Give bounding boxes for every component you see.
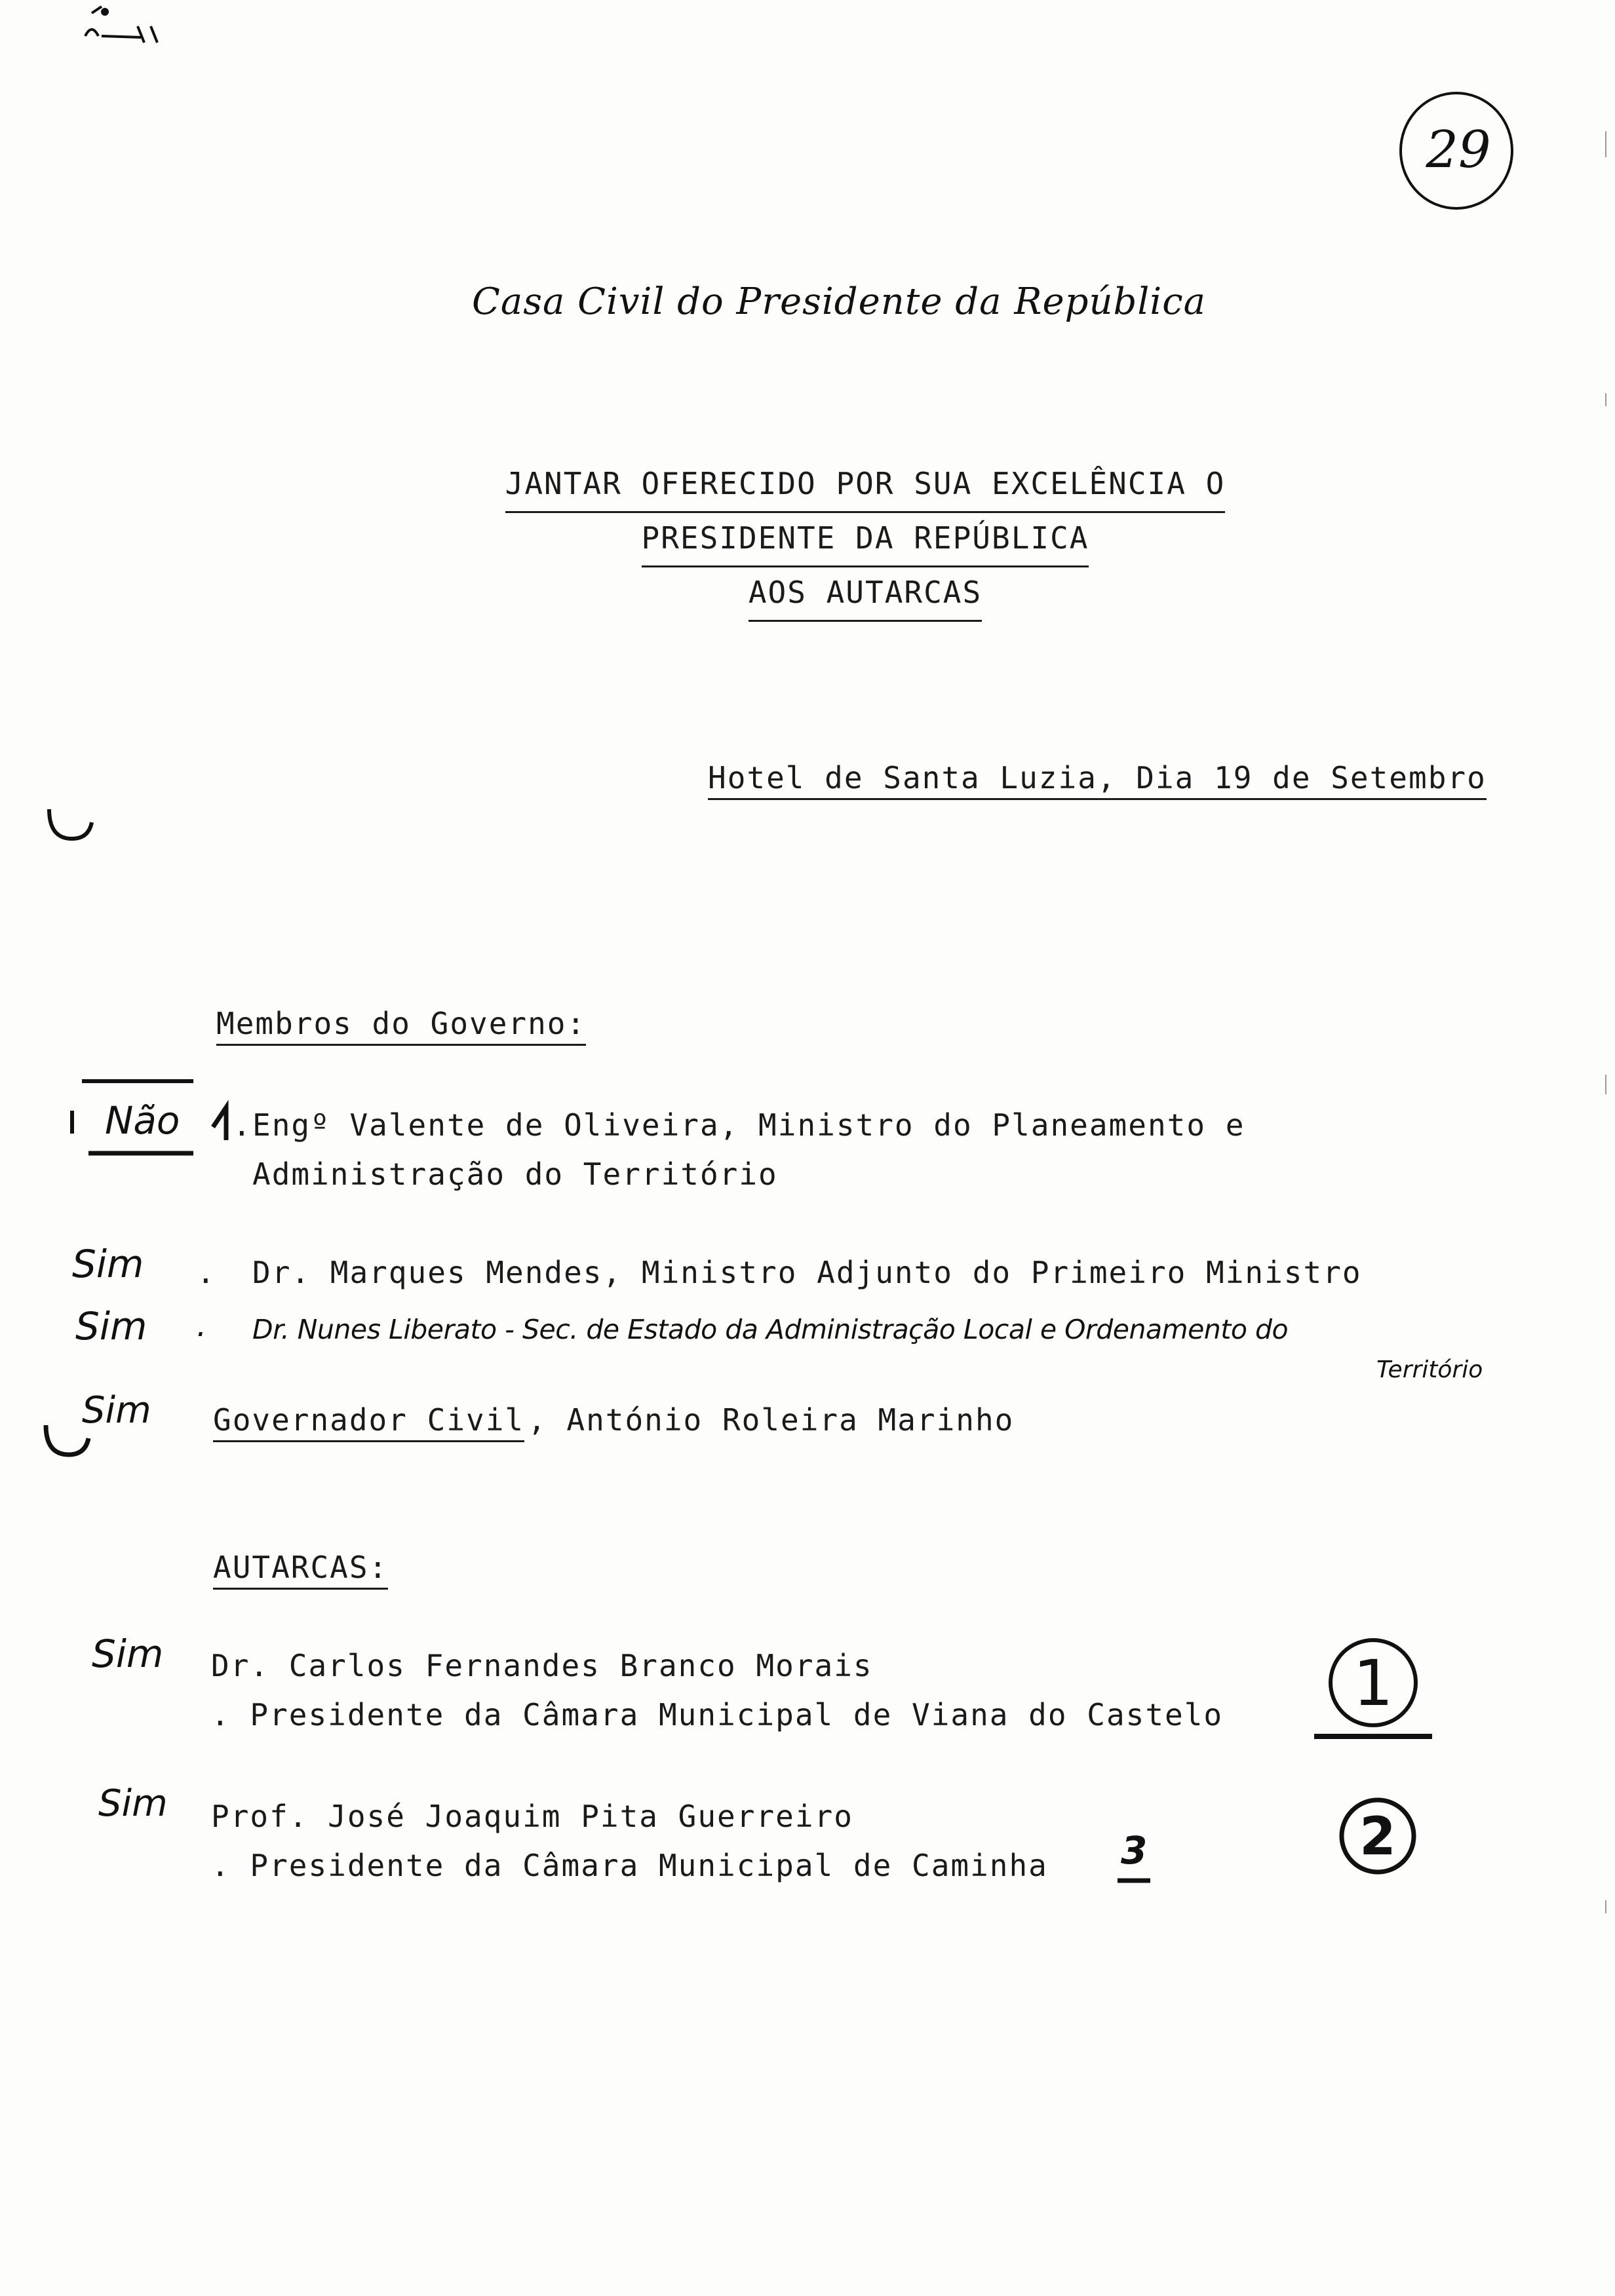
autarca-2-name: Prof. José Joaquim Pita Guerreiro xyxy=(211,1799,853,1834)
autarca-2-role: . Presidente da Câmara Municipal de Caminha xyxy=(211,1848,1048,1883)
page-number-circle xyxy=(1393,85,1521,216)
governo-heading: Membros do Governo: xyxy=(216,1006,586,1046)
governo-entry-1-line2: Administração do Território xyxy=(252,1157,778,1192)
governo-entry-4-rest: , António Roleira Marinho xyxy=(528,1402,1015,1438)
governo-entry-3-mark: Sim xyxy=(75,1304,147,1349)
governo-entry-1-prefix: . xyxy=(233,1107,252,1143)
autarca-2-number: 2 xyxy=(1359,1806,1396,1867)
autarca-1-role: . Presidente da Câmara Municipal de Viana do Castelo xyxy=(211,1697,1224,1732)
governo-entry-3-line2: Território xyxy=(1376,1356,1483,1383)
punch-mark-top xyxy=(39,799,98,852)
governo-entry-2-prefix: . xyxy=(197,1255,216,1290)
autarca-2-number-circle xyxy=(1331,1789,1429,1887)
governo-entry-1-line1: Engº Valente de Oliveira, Ministro do Planeamento e xyxy=(252,1107,1245,1143)
title-line-2: PRESIDENTE DA REPÚBLICA xyxy=(642,513,1089,567)
autarca-1-name: Dr. Carlos Fernandes Branco Morais xyxy=(211,1648,873,1683)
mark-nao: Não xyxy=(105,1098,180,1143)
governo-entry-4-label: Governador Civil xyxy=(213,1402,524,1442)
title-line-1: JANTAR OFERECIDO POR SUA EXCELÊNCIA O xyxy=(505,459,1226,513)
venue-date: Hotel de Santa Luzia, Dia 19 de Setembro xyxy=(708,760,1487,800)
handwritten-nao-mark xyxy=(62,1075,259,1166)
title-block xyxy=(406,459,1324,622)
autarca-2-mark: Sim xyxy=(98,1782,168,1825)
letterhead: Casa Civil do Presidente da República xyxy=(472,280,1206,323)
governo-entry-2-line1: Dr. Marques Mendes, Ministro Adjunto do Primeiro Ministro xyxy=(252,1255,1362,1290)
governo-entry-3-line1: Dr. Nunes Liberato - Sec. de Estado da Administração Local e Ordenamento do xyxy=(252,1314,1289,1345)
governo-entry-2-mark: Sim xyxy=(72,1242,144,1286)
autarca-1-number-circle xyxy=(1308,1632,1439,1750)
autarcas-heading: AUTARCAS: xyxy=(213,1550,388,1590)
governo-entry-3-prefix: . xyxy=(197,1307,207,1344)
autarca-2-side-number: 3 xyxy=(1121,1828,1148,1873)
page-number: 29 xyxy=(1426,121,1491,180)
right-edge-marks xyxy=(1599,131,1612,2228)
autarca-1-mark: Sim xyxy=(92,1632,164,1676)
corner-scribble xyxy=(39,0,170,59)
autarca-1-number: 1 xyxy=(1353,1647,1393,1720)
governo-entry-4-mark: Sim xyxy=(82,1389,151,1432)
title-line-3: AOS AUTARCAS xyxy=(749,567,982,622)
side-number-underline xyxy=(1114,1874,1154,1887)
